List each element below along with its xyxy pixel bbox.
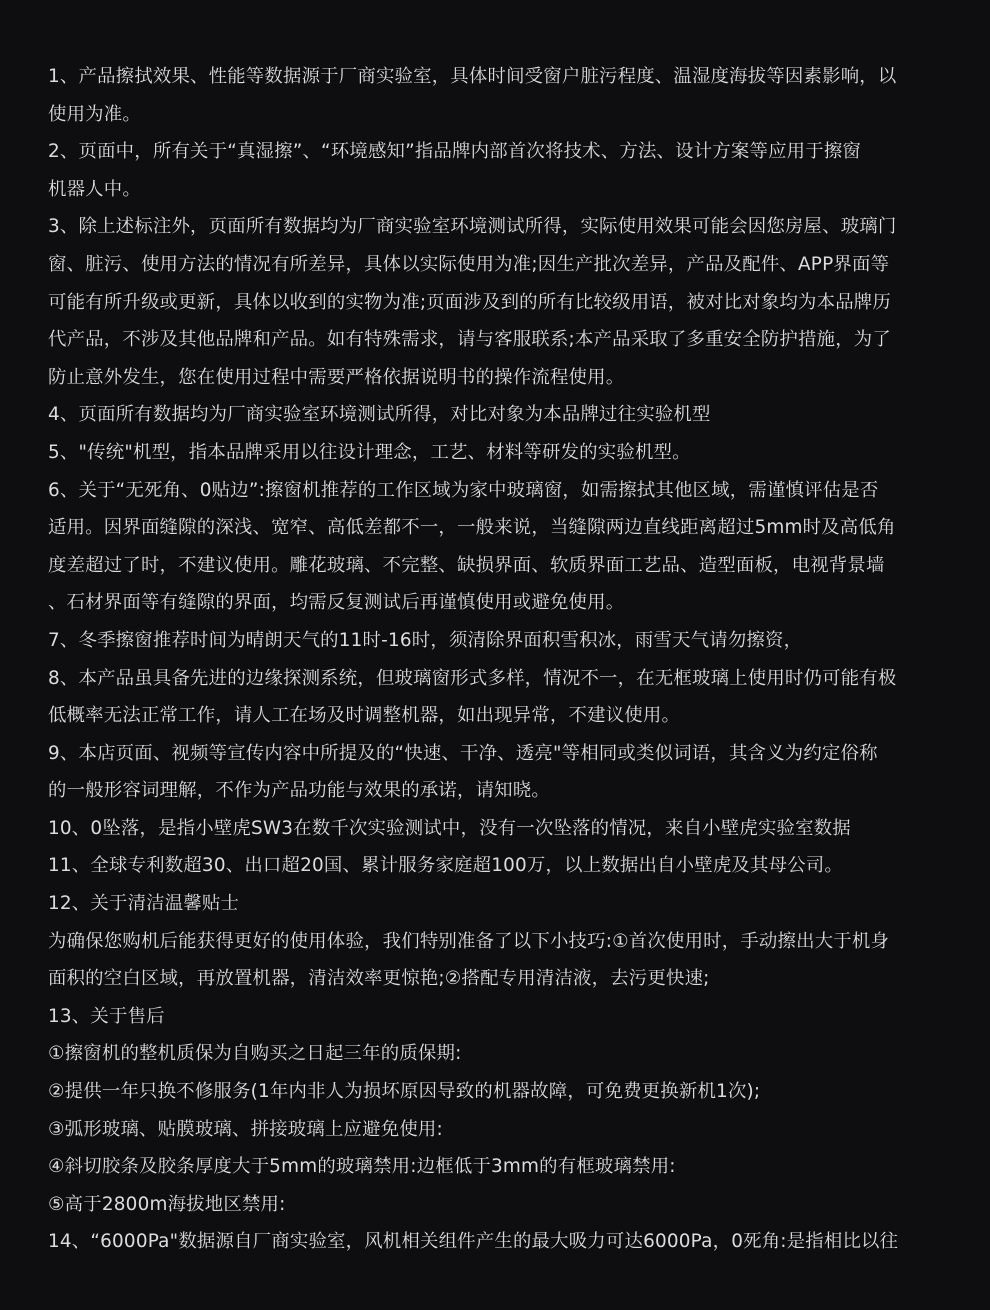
text-line: 、石材界面等有缝隙的界面，均需反复测试后再谨慎使用或避免使用。 — [48, 592, 625, 614]
text-line: 面积的空白区域，再放置机器，清洁效率更惊艳;②搭配专用清洁液，去污更快速; — [48, 968, 710, 990]
text-line: 适用。因界面缝隙的深浅、宽窄、高低差都不一，一般来说，当缝隙两边直线距离超过5mm时及高低角 — [48, 517, 896, 539]
list-item: ⑤高于2800m海拔地区禁用: — [48, 1193, 286, 1215]
text-line: 机器人中。 — [48, 178, 141, 200]
text-line: 1、产品擦拭效果、性能等数据源于厂商实验室，具体时间受窗户脏污程度、温湿度海拔等因素影响，以 — [48, 66, 897, 87]
text-line: 3、除上述标注外，页面所有数据均为厂商实验室环境测试所得，实际使用效果可能会因您房屋、玻璃门 — [48, 216, 897, 238]
text-line: 防止意外发生，您在使用过程中需要严格依据说明书的操作流程使用。 — [48, 366, 625, 388]
text-line: 7、冬季擦窗推荐时间为晴朗天气的11时-16时，须清除界面积雪积冰，雨雪天气请勿擦资， — [48, 629, 803, 651]
text-line: 代产品，不涉及其他品牌和产品。如有特殊需求，请与客服联系;本产品采取了多重安全防护措施，为了 — [48, 329, 891, 351]
text-line: 为确保您购机后能获得更好的使用体验，我们特别准备了以下小技巧:①首次使用时，手动擦出大于机身 — [48, 930, 890, 952]
list-item: ②提供一年只换不修服务(1年内非人为损坏原因导致的机器故障，可免费更换新机1次); — [48, 1081, 761, 1103]
list-item: ④斜切胶条及胶条厚度大于5mm的玻璃禁用:边框低于3mm的有框玻璃禁用: — [48, 1156, 676, 1178]
text-line: 5、"传统"机型，指本品牌采用以往设计理念，工艺、材料等研发的实验机型。 — [48, 441, 691, 463]
disclaimer-text-block — [48, 58, 958, 1261]
text-line: 6、关于“无死角、0贴边”:擦窗机推荐的工作区域为家中玻璃窗，如需擦拭其他区域，需谨慎评估是否 — [48, 479, 879, 501]
text-line: 4、页面所有数据均为厂商实验室环境测试所得，对比对象为本品牌过往实验机型 — [48, 404, 711, 426]
text-line: 的一般形容词理解，不作为产品功能与效果的承诺，请知晓。 — [48, 780, 550, 802]
section-heading: 12、关于清洁温馨贴士 — [48, 893, 240, 915]
list-item: ③弧形玻璃、贴膜玻璃、拼接玻璃上应避免使用: — [48, 1118, 443, 1140]
text-line: 10、0坠落，是指小壁虎SW3在数千次实验测试中，没有一次坠落的情况，来自小壁虎实验室数据 — [48, 817, 851, 839]
text-line: 窗、脏污、使用方法的情况有所差异，具体以实际使用为准;因生产批次差异，产品及配件、APP界面等 — [48, 253, 890, 275]
text-line: 使用为准。 — [48, 103, 141, 125]
section-heading: 13、关于售后 — [48, 1005, 165, 1027]
text-line: 低概率无法正常工作，请人工在场及时调整机器，如出现异常，不建议使用。 — [48, 705, 681, 727]
text-line: 9、本店页面、视频等宣传内容中所提及的“快速、干净、透亮"等相同或类似词语，其含义为约定俗称 — [48, 742, 878, 764]
list-item: ①擦窗机的整机质保为自购买之日起三年的质保期: — [48, 1043, 462, 1065]
text-line: 2、页面中，所有关于“真湿擦”、“环境感知”指品牌内部首次将技术、方法、设计方案等应用于擦窗 — [48, 141, 862, 163]
text-line: 11、全球专利数超30、出口超20国、累计服务家庭超100万，以上数据出自小壁虎及其母公司。 — [48, 855, 843, 877]
text-line: 可能有所升级或更新，具体以收到的实物为准;页面涉及到的所有比较级用语，被对比对象均为本品牌历 — [48, 291, 891, 313]
text-line: 8、本产品虽具备先进的边缘探测系统，但玻璃窗形式多样，情况不一，在无框玻璃上使用时仍可能有极 — [48, 667, 897, 689]
text-line: 14、“6000Pa"数据源自厂商实验室，风机相关组件产生的最大吸力可达6000Pa，0死角:是指相比以往 — [48, 1231, 899, 1253]
text-line: 度差超过了时，不建议使用。雕花玻璃、不完整、缺损界面、软质界面工艺品、造型面板，电视背景墙 — [48, 554, 885, 576]
